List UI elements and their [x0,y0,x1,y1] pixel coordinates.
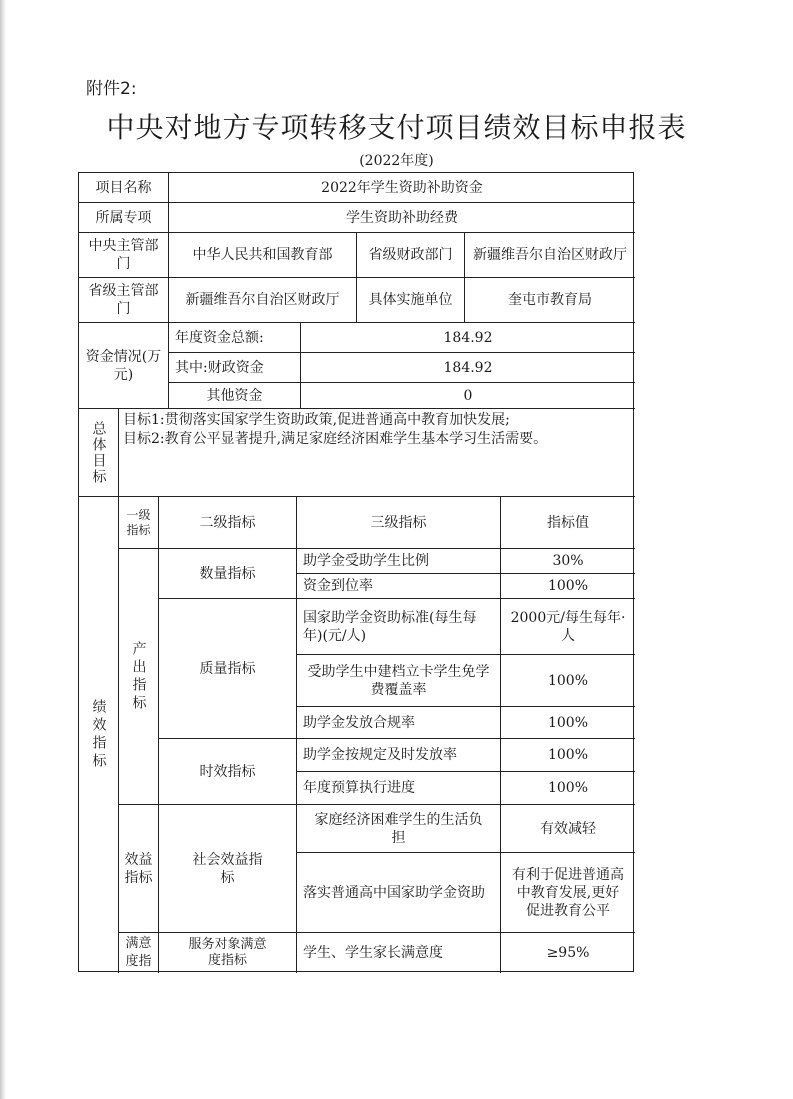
year-label: (2022年度) [359,153,434,169]
indicator-row-3-value: 2000元/每生每年·人 [501,599,635,655]
indicator-row-2-name: 资金到位率 [297,574,501,599]
benefit-indicator-label: 效益指标 [119,805,159,933]
quantity-indicator-label: 数量指标 [159,549,297,599]
goals-label: 总体目标 [79,409,119,497]
attachment-label: 附件2: [86,79,137,99]
social-benefit-label: 社会效益指标 [159,805,297,933]
prov-dept-label: 省级主管部门 [79,278,169,323]
indicator-row-1-name: 助学金受助学生比例 [297,549,501,574]
indicator-row-8-value: 有效减轻 [501,805,635,853]
output-indicator-label: 产出指标 [119,549,159,805]
funds-other-label: 其他资金 [169,383,301,409]
funds-fiscal-value: 184.92 [301,353,635,383]
satisfaction-indicator-label: 满意度指 [119,933,159,973]
prov-dept-value: 新疆维吾尔自治区财政厅 [169,278,357,323]
prov-finance-label: 省级财政部门 [357,233,465,278]
goals-content [119,409,635,497]
indicator-row-5-value: 100% [501,707,635,739]
indicator-row-2-value: 100% [501,574,635,599]
indicator-row-7-value: 100% [501,772,635,805]
indicator-row-6-name: 助学金按规定及时发放率 [297,739,501,772]
funds-other-value: 0 [301,383,635,409]
service-satisfaction-label: 服务对象满意度指标 [159,933,297,973]
prov-finance-value: 新疆维吾尔自治区财政厅 [465,233,635,278]
special-label: 所属专项 [79,203,169,233]
indicator-row-8-name: 家庭经济困难学生的生活负担 [297,805,501,853]
impl-unit-label: 具体实施单位 [357,278,465,323]
central-dept-value: 中华人民共和国教育部 [169,233,357,278]
quality-indicator-label: 质量指标 [159,599,297,739]
indicator-row-1-value: 30% [501,549,635,574]
indicator-row-6-value: 100% [501,739,635,772]
indicator-row-4-name: 受助学生中建档立卡学生免学费覆盖率 [297,655,501,707]
special-value: 学生资助补助经费 [169,203,635,233]
indicator-row-10-value: ≥95% [546,945,590,961]
goal-line-2: 目标2:教育公平显著提升,满足家庭经济困难学生基本学习生活需要。 [123,431,548,447]
funds-label: 资金情况(万元) [79,323,169,409]
header-level1: 一级指标 [119,497,159,549]
perf-label: 绩效指标 [79,497,119,973]
document-title: 中央对地方专项转移支付项目绩效目标申报表 [106,111,687,144]
performance-table [78,172,634,972]
project-name-value: 2022年学生资助补助资金 [169,173,635,203]
funds-total-label: 年度资金总额: [169,323,301,353]
indicator-row-9-value: 有利于促进普通高中教育发展,更好促进教育公平 [501,853,635,933]
project-name-label: 项目名称 [79,173,169,203]
indicator-row-7-name: 年度预算执行进度 [297,772,501,805]
indicator-row-10-name: 学生、学生家长满意度 [297,933,501,973]
indicator-row-5-name: 助学金发放合规率 [297,707,501,739]
funds-fiscal-label: 其中:财政资金 [169,353,301,383]
header-level2: 二级指标 [159,497,297,549]
header-value: 指标值 [501,497,635,549]
indicator-row-3-name: 国家助学金资助标准(每生每年)(元/人) [297,599,501,655]
funds-total-value: 184.92 [301,323,635,353]
central-dept-label: 中央主管部门 [79,233,169,278]
indicator-row-4-value: 100% [501,655,635,707]
indicator-row-9-name: 落实普通高中国家助学金资助 [297,853,501,933]
timeliness-indicator-label: 时效指标 [159,739,297,805]
goal-line-1: 目标1:贯彻落实国家学生资助政策,促进普通高中教育加快发展; [123,412,510,428]
impl-unit-value: 奎屯市教育局 [465,278,635,323]
header-level3: 三级指标 [297,497,501,549]
